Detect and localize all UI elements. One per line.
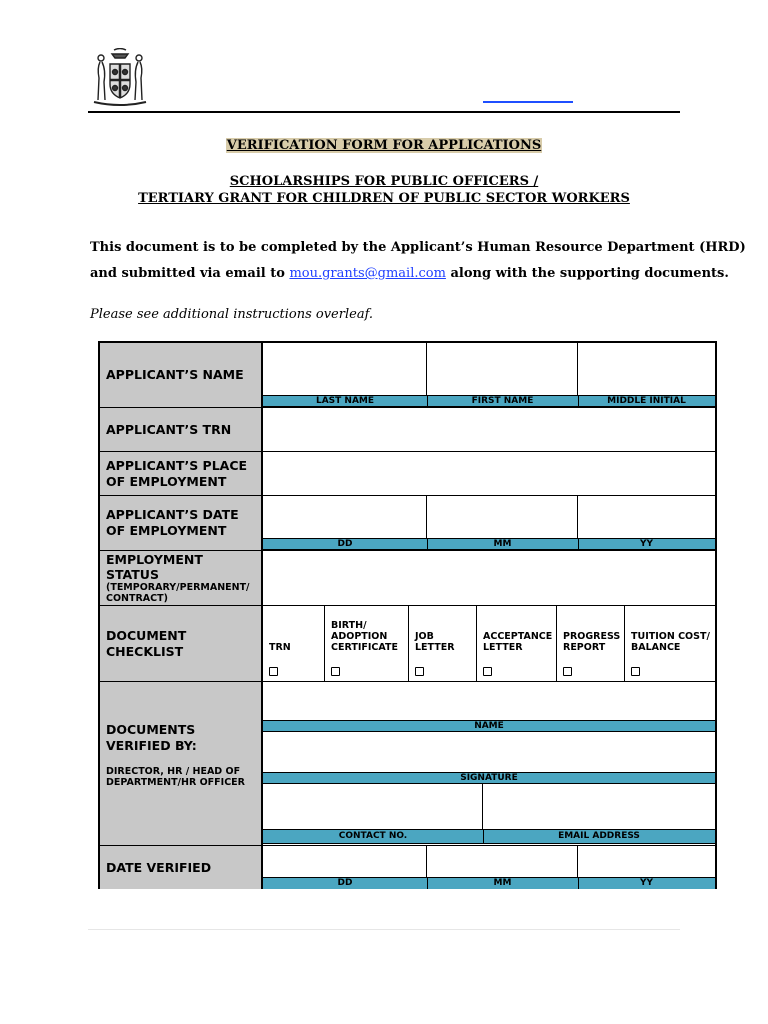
verifier-name-bar: NAME	[263, 720, 715, 732]
trn-field[interactable]	[263, 408, 715, 451]
checklist-tuition-cost: TUITION COST/ BALANCE	[625, 606, 715, 681]
place-of-employment-field[interactable]	[263, 452, 715, 495]
applicant-trn-label: APPLICANT’S TRN	[100, 408, 263, 451]
checkbox-icon[interactable]	[631, 667, 640, 676]
yy-header: YY	[639, 878, 654, 888]
employment-year-field[interactable]	[578, 496, 715, 538]
checklist-job-letter: JOB LETTER	[409, 606, 477, 681]
checkbox-icon[interactable]	[563, 667, 572, 676]
verifier-name-field[interactable]	[263, 682, 715, 720]
place-of-employment-row	[100, 452, 715, 496]
last-name-header: LAST NAME	[315, 396, 375, 406]
verifier-signature-field[interactable]	[263, 732, 715, 772]
last-name-field[interactable]	[263, 343, 427, 395]
form-title: VERIFICATION FORM FOR APPLICATIONS	[226, 138, 542, 153]
date-verified-row	[100, 846, 715, 889]
verifier-signature-bar: SIGNATURE	[263, 772, 715, 784]
contact-number-header: CONTACT NO.	[338, 831, 408, 841]
employment-status-row	[100, 551, 715, 606]
dd-header: DD	[337, 539, 353, 549]
verified-day-field[interactable]	[263, 846, 427, 877]
middle-initial-field[interactable]	[578, 343, 715, 395]
contact-number-field[interactable]	[263, 784, 483, 829]
email-address-field[interactable]	[483, 784, 715, 829]
date-verified-bar	[263, 877, 715, 889]
yy-header: YY	[639, 539, 654, 549]
checkbox-icon[interactable]	[331, 667, 340, 676]
date-of-employment-row	[100, 496, 715, 551]
intro-line-1: This document is to be completed by the Applicant’s Human Resource Department (HRD)	[90, 240, 746, 255]
checkbox-icon[interactable]	[269, 667, 278, 676]
email-link[interactable]: mou.grants@gmail.com	[289, 266, 446, 281]
checklist-progress-report: PROGRESS REPORT	[557, 606, 625, 681]
document-checklist-row	[100, 606, 715, 682]
date-of-employment-label: APPLICANT’S DATE OF EMPLOYMENT	[100, 496, 263, 550]
form-subtitle-2: TERTIARY GRANT FOR CHILDREN OF PUBLIC SECTOR WORKERS	[138, 191, 630, 206]
applicant-name-row	[100, 343, 715, 408]
verified-month-field[interactable]	[427, 846, 578, 877]
documents-verified-label: DOCUMENTS VERIFIED BY: DIRECTOR, HR / HEAD OF DEPARTMENT/HR OFFICER	[100, 682, 263, 845]
mm-header: MM	[493, 878, 512, 888]
employment-month-field[interactable]	[427, 496, 578, 538]
verified-year-field[interactable]	[578, 846, 715, 877]
checklist-acceptance-letter: ACCEPTANCE LETTER	[477, 606, 557, 681]
employment-status-field[interactable]	[263, 551, 715, 605]
footer-rule	[88, 929, 680, 930]
employment-date-bar	[263, 538, 715, 550]
header-rule	[88, 111, 680, 113]
first-name-field[interactable]	[427, 343, 578, 395]
contact-bar	[263, 829, 715, 844]
checkbox-icon[interactable]	[483, 667, 492, 676]
first-name-header: FIRST NAME	[471, 396, 534, 406]
date-verified-label: DATE VERIFIED	[100, 846, 263, 889]
checklist-birth-certificate: BIRTH/ ADOPTION CERTIFICATE	[325, 606, 409, 681]
middle-initial-header: MIDDLE INITIAL	[607, 396, 686, 406]
checklist-trn: TRN	[263, 606, 325, 681]
applicant-trn-row	[100, 408, 715, 452]
dd-header: DD	[337, 878, 353, 888]
header-link-underline	[483, 101, 573, 103]
name-columns-bar	[263, 395, 715, 407]
verification-form-table	[98, 341, 717, 889]
form-subtitle-1: SCHOLARSHIPS FOR PUBLIC OFFICERS /	[229, 174, 539, 189]
place-of-employment-label: APPLICANT’S PLACE OF EMPLOYMENT	[100, 452, 263, 495]
employment-status-label: EMPLOYMENT STATUS (TEMPORARY/PERMANENT/ CONTRACT)	[100, 551, 263, 605]
applicant-name-label: APPLICANT’S NAME	[100, 343, 263, 407]
employment-day-field[interactable]	[263, 496, 427, 538]
instructions-note: Please see additional instructions overleaf.	[90, 307, 374, 322]
intro-line-2: and submitted via email to mou.grants@gmail.com along with the supporting documents.	[90, 266, 729, 281]
document-checklist-label: DOCUMENT CHECKLIST	[100, 606, 263, 681]
mm-header: MM	[493, 539, 512, 549]
email-address-header: EMAIL ADDRESS	[558, 831, 640, 841]
checkbox-icon[interactable]	[415, 667, 424, 676]
documents-verified-row	[100, 682, 715, 846]
coat-of-arms-icon	[92, 48, 148, 108]
